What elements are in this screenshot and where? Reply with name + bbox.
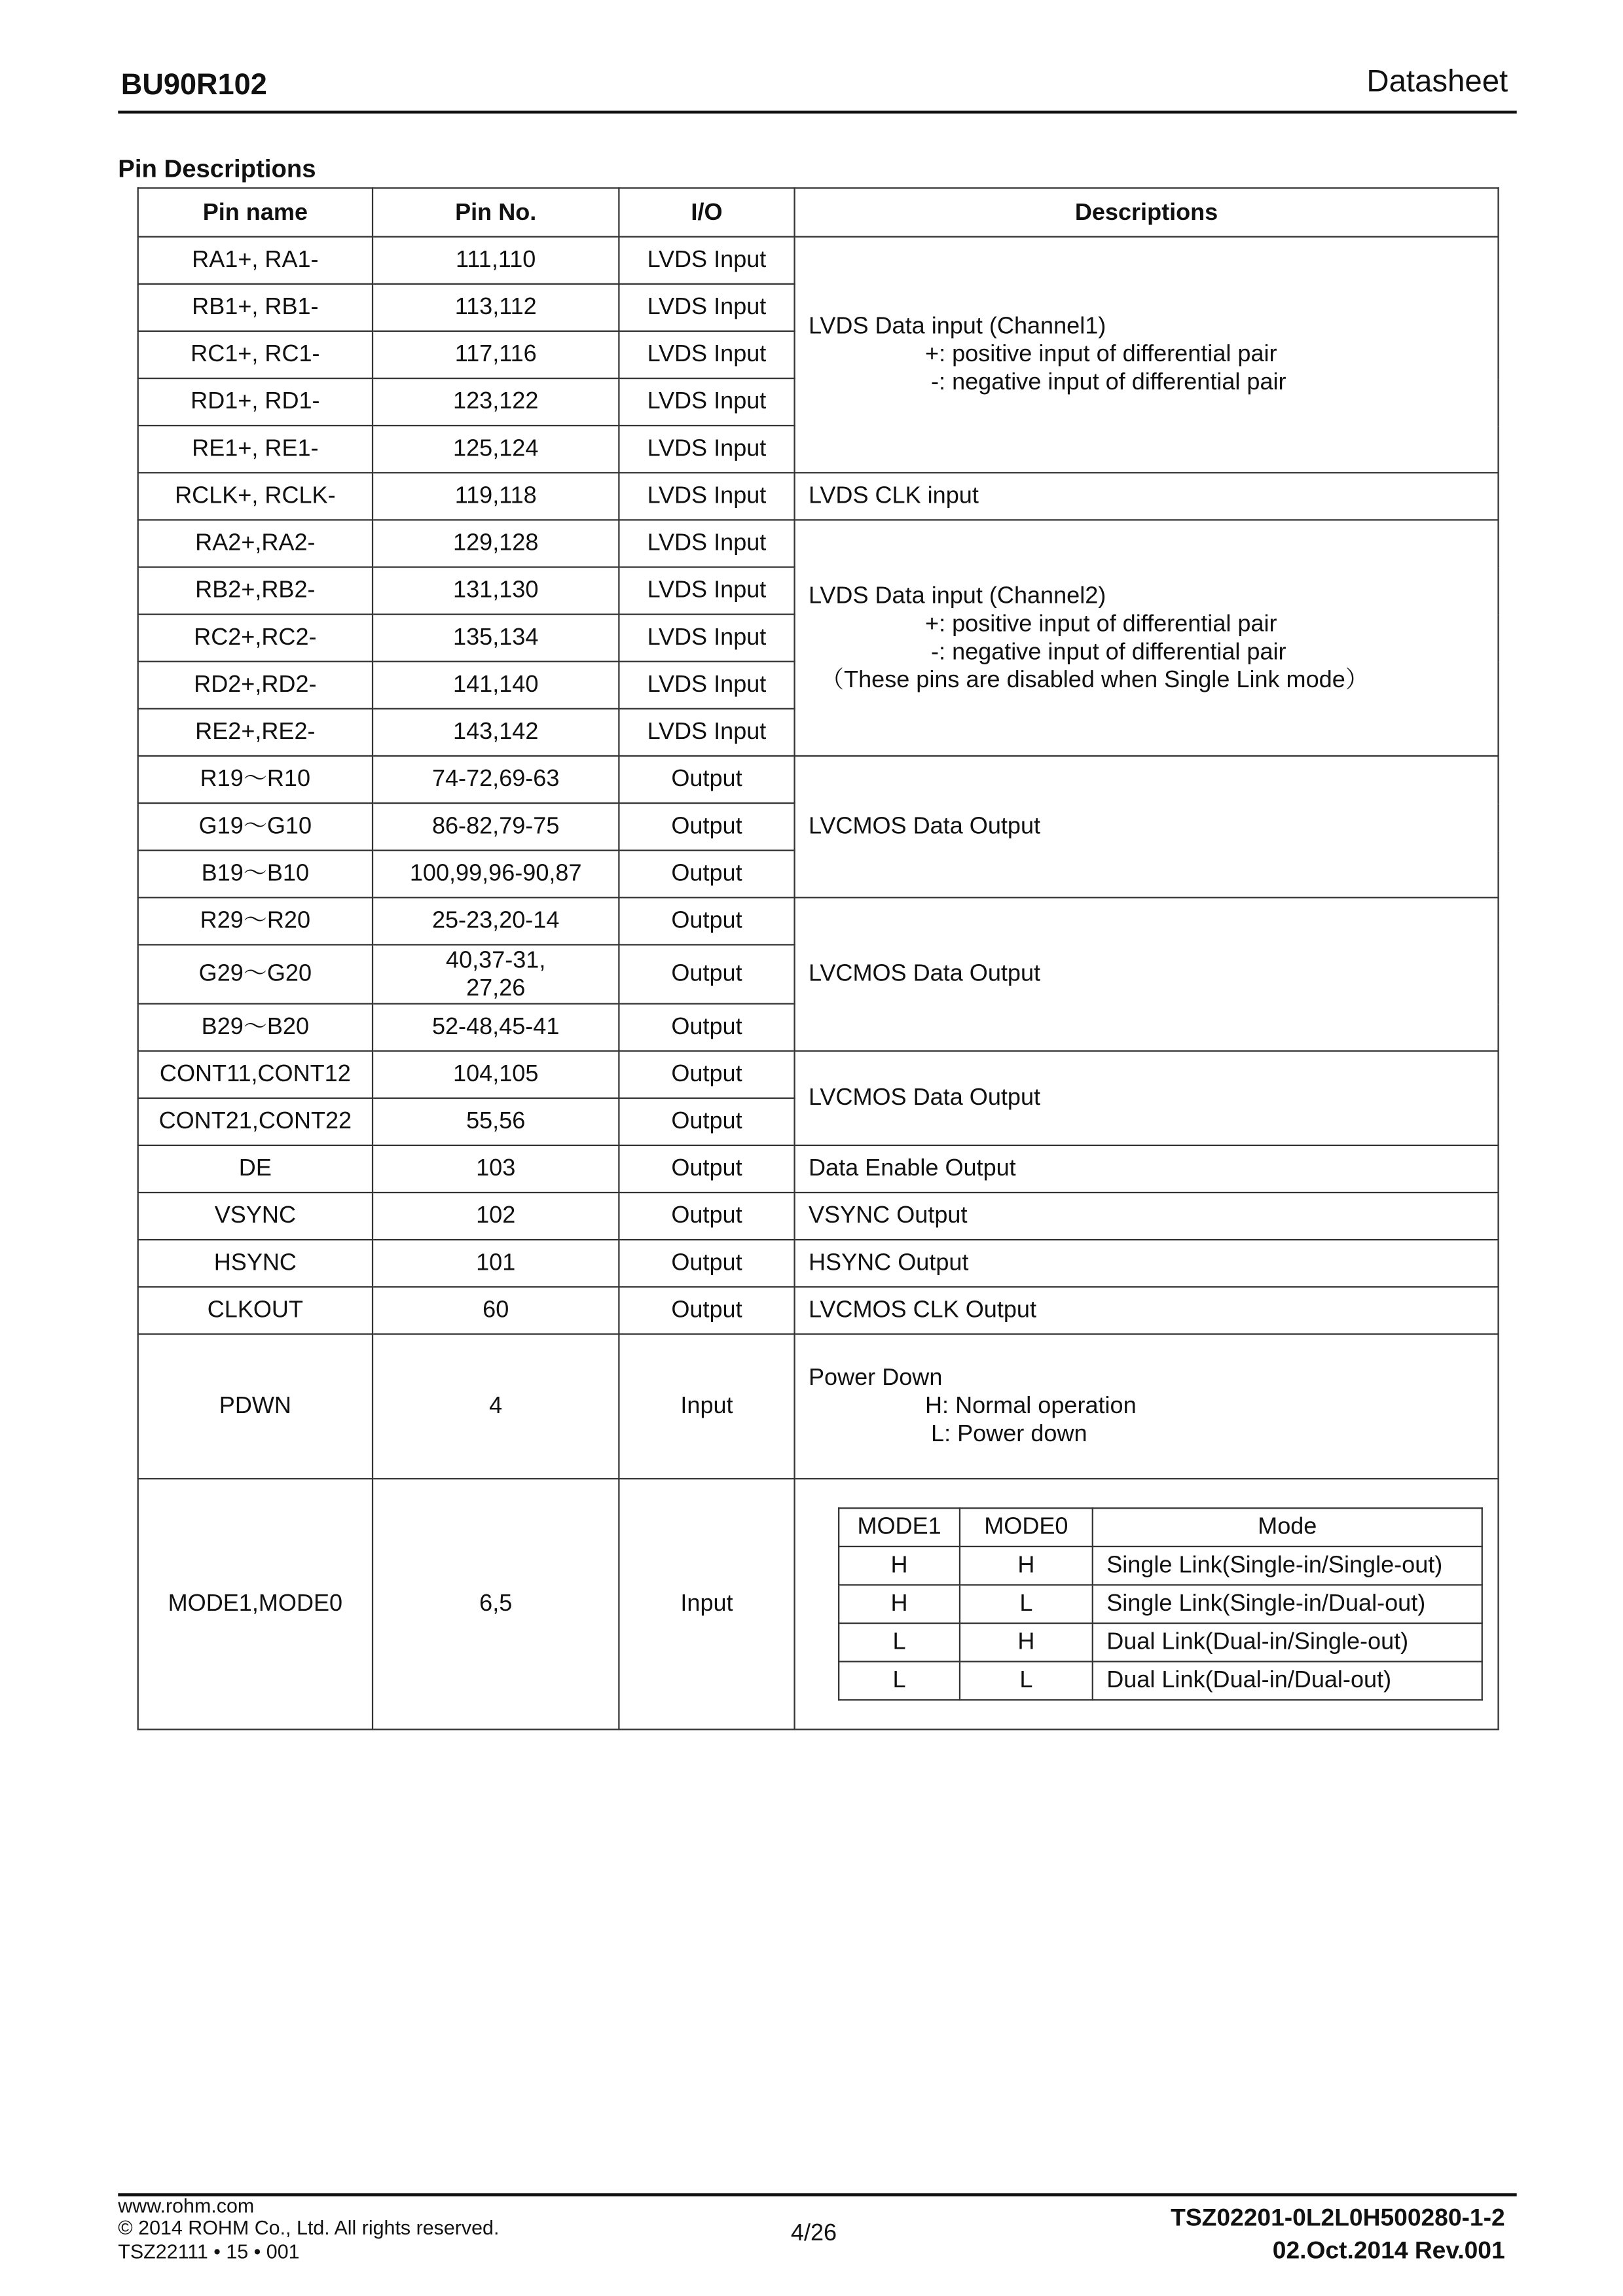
pin-name: RCLK+, RCLK- (138, 473, 373, 520)
pin-io: Input (619, 1334, 794, 1479)
pin-number: 25-23,20-14 (373, 897, 619, 944)
pin-name: RE2+,RE2- (138, 709, 373, 756)
pin-number: 104,105 (373, 1051, 619, 1098)
mode-description: Dual Link(Dual-in/Single-out) (1093, 1623, 1482, 1662)
col-header: Pin No. (373, 188, 619, 236)
mode-row (839, 1585, 1482, 1623)
pin-name: VSYNC (138, 1193, 373, 1240)
pin-io: Output (619, 1004, 794, 1051)
pin-io: LVDS Input (619, 284, 794, 331)
pin-number: 55,56 (373, 1098, 619, 1145)
pin-number: 6,5 (373, 1479, 619, 1729)
pin-description: LVCMOS Data Output (795, 1051, 1499, 1145)
table-row (138, 520, 1499, 567)
pin-name: CONT11,CONT12 (138, 1051, 373, 1098)
pin-number: 119,118 (373, 473, 619, 520)
table-row (138, 473, 1499, 520)
document-number: TSZ02201-0L2L0H500280-1-2 (1171, 2205, 1505, 2232)
pin-number: 123,122 (373, 378, 619, 425)
mode-col-header: MODE0 (960, 1508, 1093, 1547)
pin-io: LVDS Input (619, 473, 794, 520)
pin-description (795, 237, 1499, 473)
pin-number-line: 40,37-31, (446, 947, 546, 973)
mode1-value: H (839, 1547, 960, 1585)
part-number: BU90R102 (120, 69, 267, 102)
pin-description (795, 1479, 1499, 1729)
description-line: -: negative input of differential pair (931, 639, 1286, 665)
pin-name: RB2+,RB2- (138, 567, 373, 615)
mode-table (838, 1507, 1483, 1700)
mode1-value: H (839, 1585, 960, 1623)
description-line: -: negative input of differential pair (931, 370, 1286, 395)
mode0-value: H (960, 1547, 1093, 1585)
footer-copyright: © 2014 ROHM Co., Ltd. All rights reserved. (118, 2217, 500, 2239)
mode1-value: L (839, 1662, 960, 1700)
pin-name: RA1+, RA1- (138, 237, 373, 284)
description-line: （These pins are disabled when Single Link mode） (820, 667, 1369, 693)
pin-name: DE (138, 1145, 373, 1193)
pin-io: LVDS Input (619, 237, 794, 284)
pin-description: LVDS CLK input (795, 473, 1499, 520)
description-line: +: positive input of differential pair (925, 342, 1277, 368)
pin-name: RC2+,RC2- (138, 615, 373, 662)
pin-number: 4 (373, 1334, 619, 1479)
pin-name: R19～R10 (138, 756, 373, 803)
footer-divider (118, 2193, 1516, 2197)
pin-number: 135,134 (373, 615, 619, 662)
pin-io: LVDS Input (619, 520, 794, 567)
pin-io: Output (619, 1193, 794, 1240)
table-row (138, 1287, 1499, 1334)
description-line: LVDS Data input (Channel2) (808, 583, 1106, 609)
pin-number: 100,99,96-90,87 (373, 850, 619, 897)
pin-description: VSYNC Output (795, 1193, 1499, 1240)
pin-io: LVDS Input (619, 709, 794, 756)
pin-io: Output (619, 1240, 794, 1287)
table-row (138, 1193, 1499, 1240)
pin-description: Data Enable Output (795, 1145, 1499, 1193)
mode-col-header: Mode (1093, 1508, 1482, 1547)
pin-number: 102 (373, 1193, 619, 1240)
pin-number: 74-72,69-63 (373, 756, 619, 803)
pin-io: Output (619, 1287, 794, 1334)
pin-description (795, 1334, 1499, 1479)
description-line: H: Normal operation (925, 1393, 1137, 1419)
doc-type: Datasheet (1366, 65, 1508, 99)
pin-name: CLKOUT (138, 1287, 373, 1334)
section-title: Pin Descriptions (118, 154, 316, 183)
pin-number: 113,112 (373, 284, 619, 331)
pin-name: R29～R20 (138, 897, 373, 944)
mode-row (839, 1662, 1482, 1700)
pin-number: 141,140 (373, 662, 619, 709)
pin-io: LVDS Input (619, 378, 794, 425)
pin-name: G19～G10 (138, 803, 373, 850)
table-row (138, 1479, 1499, 1729)
pin-name: RB1+, RB1- (138, 284, 373, 331)
pin-number: 125,124 (373, 425, 619, 473)
pin-io: Output (619, 756, 794, 803)
pin-name: RA2+,RA2- (138, 520, 373, 567)
table-row (138, 237, 1499, 284)
pin-io: Output (619, 803, 794, 850)
pin-name: RE1+, RE1- (138, 425, 373, 473)
pin-io: Output (619, 1145, 794, 1193)
table-header-row (138, 188, 1499, 236)
pin-io: LVDS Input (619, 662, 794, 709)
pin-io: Output (619, 850, 794, 897)
table-row (138, 1240, 1499, 1287)
pin-io: Output (619, 944, 794, 1003)
pin-name: RD1+, RD1- (138, 378, 373, 425)
mode-row (839, 1623, 1482, 1662)
pin-table (137, 187, 1499, 1730)
table-row (138, 1051, 1499, 1098)
mode-row (839, 1547, 1482, 1585)
page-number: 4/26 (790, 2221, 837, 2247)
pin-number: 103 (373, 1145, 619, 1193)
pin-name: RD2+,RD2- (138, 662, 373, 709)
table-row (138, 1334, 1499, 1479)
pin-io: Output (619, 1098, 794, 1145)
mode-description: Single Link(Single-in/Dual-out) (1093, 1585, 1482, 1623)
pin-description: HSYNC Output (795, 1240, 1499, 1287)
footer-url[interactable]: www.rohm.com (118, 2195, 255, 2217)
pin-name: G29～G20 (138, 944, 373, 1003)
pin-io: LVDS Input (619, 567, 794, 615)
pin-name: HSYNC (138, 1240, 373, 1287)
pin-description: LVCMOS Data Output (795, 897, 1499, 1050)
pin-number: 143,142 (373, 709, 619, 756)
mode-description: Dual Link(Dual-in/Dual-out) (1093, 1662, 1482, 1700)
pin-number-line: 27,26 (466, 975, 526, 1001)
pin-description (795, 520, 1499, 756)
pin-name: CONT21,CONT22 (138, 1098, 373, 1145)
pin-io: Output (619, 897, 794, 944)
description-line: L: Power down (931, 1422, 1087, 1447)
pin-name: MODE1,MODE0 (138, 1479, 373, 1729)
mode-col-header: MODE1 (839, 1508, 960, 1547)
pin-description: LVCMOS CLK Output (795, 1287, 1499, 1334)
col-header: I/O (619, 188, 794, 236)
description-line: +: positive input of differential pair (925, 611, 1277, 637)
pin-name: B19～B10 (138, 850, 373, 897)
mode1-value: L (839, 1623, 960, 1662)
mode-description: Single Link(Single-in/Single-out) (1093, 1547, 1482, 1585)
pin-io: LVDS Input (619, 425, 794, 473)
pin-name: PDWN (138, 1334, 373, 1479)
header-divider (118, 111, 1516, 114)
pin-number: 117,116 (373, 331, 619, 378)
pin-io: Output (619, 1051, 794, 1098)
description-line: Power Down (808, 1365, 943, 1391)
table-row (138, 897, 1499, 944)
col-header: Descriptions (795, 188, 1499, 236)
pin-io: Input (619, 1479, 794, 1729)
table-row (138, 1145, 1499, 1193)
description-line: LVDS Data input (Channel1) (808, 314, 1106, 340)
pin-number: 111,110 (373, 237, 619, 284)
pin-number: 52-48,45-41 (373, 1004, 619, 1051)
mode0-value: H (960, 1623, 1093, 1662)
pin-number: 129,128 (373, 520, 619, 567)
pin-number: 86-82,79-75 (373, 803, 619, 850)
pin-io: LVDS Input (619, 615, 794, 662)
pin-number: 131,130 (373, 567, 619, 615)
mode-header-row (839, 1508, 1482, 1547)
pin-name: RC1+, RC1- (138, 331, 373, 378)
pin-number (373, 944, 619, 1003)
pin-name: B29～B20 (138, 1004, 373, 1051)
col-header: Pin name (138, 188, 373, 236)
pin-description: LVCMOS Data Output (795, 756, 1499, 897)
mode0-value: L (960, 1662, 1093, 1700)
pin-number: 101 (373, 1240, 619, 1287)
pin-number: 60 (373, 1287, 619, 1334)
mode0-value: L (960, 1585, 1093, 1623)
footer-form-number: TSZ22111 • 15 • 001 (118, 2240, 300, 2263)
pin-io: LVDS Input (619, 331, 794, 378)
date-revision: 02.Oct.2014 Rev.001 (1272, 2237, 1505, 2265)
table-row (138, 756, 1499, 803)
